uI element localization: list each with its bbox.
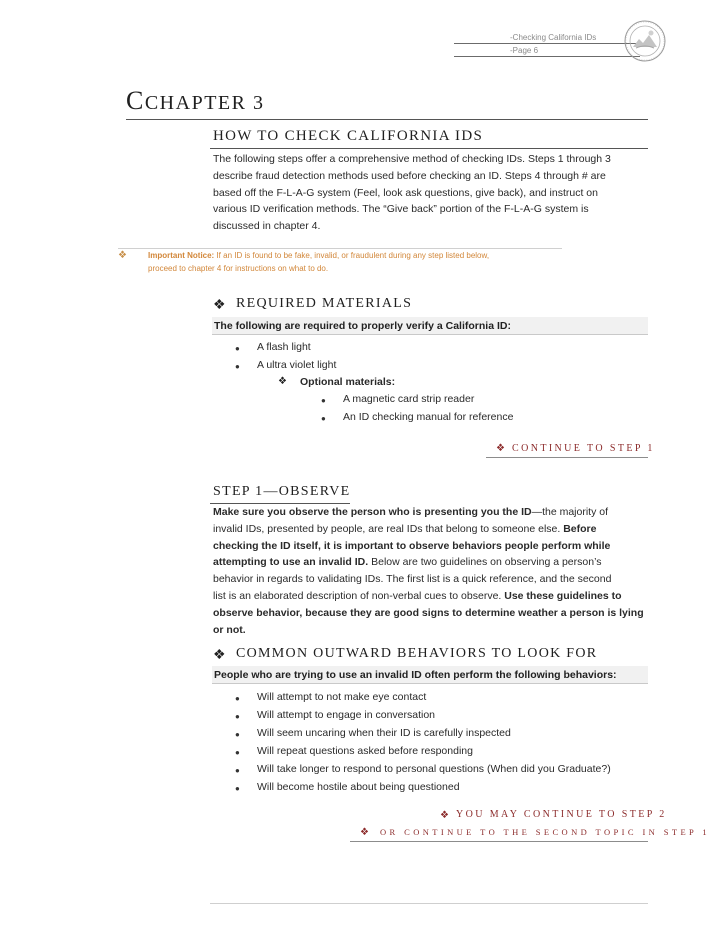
section-rule: [210, 148, 648, 149]
optional-item: An ID checking manual for reference: [343, 411, 514, 423]
continue-diamond-icon: ❖: [496, 443, 505, 454]
behavior-item: Will repeat questions asked before responding: [257, 745, 473, 757]
notice-label: Important Notice:: [148, 251, 215, 260]
intro-line: discussed in chapter 4.: [213, 220, 321, 233]
step1-text-run: list is an elaborated description of non-verbal cues to observe.: [213, 589, 505, 602]
required-subtitle: The following are required to properly verify a California ID:: [214, 320, 511, 332]
state-seal-icon: [624, 20, 666, 62]
list-bullet-icon: ●: [321, 414, 326, 423]
step1-bold-run: checking the ID itself, it is important to observe behaviors people perform while: [213, 539, 611, 552]
important-notice: [148, 250, 588, 275]
behaviors-subtitle: People who are trying to use an invalid ID often perform the following behaviors:: [214, 669, 617, 681]
step1-line: [213, 504, 649, 521]
intro-paragraph: [213, 151, 643, 235]
section-title: HOW TO CHECK CALIFORNIA IDS: [213, 128, 484, 144]
optional-item: A magnetic card strip reader: [343, 393, 475, 405]
step1-paragraph: [213, 504, 649, 638]
chapter-title: CCHAPTER 3: [126, 86, 265, 115]
list-bullet-icon: ●: [235, 730, 240, 739]
step1-bold-run: Make sure you observe the person who is presenting you the ID: [213, 506, 532, 518]
footer-rule: [210, 903, 648, 904]
required-item: A ultra violet light: [257, 359, 337, 371]
step1-title: STEP 1—OBSERVE: [213, 484, 351, 499]
behaviors-diamond-icon: ❖: [213, 646, 226, 662]
step1-bold-run: Use these guidelines to: [504, 589, 622, 602]
notice-line-1: If an ID is found to be fake, invalid, or fraudulent during any step listed below,: [214, 251, 490, 260]
step1-line: [213, 521, 649, 538]
behavior-item: Will seem uncaring when their ID is carefully inspected: [257, 727, 511, 739]
behavior-item: Will attempt to engage in conversation: [257, 709, 436, 721]
continue2-rule: [350, 841, 648, 842]
chapter-rule: [126, 119, 648, 120]
step1-bold-run: Before: [563, 522, 597, 535]
step1-text-run: —the majority of: [531, 506, 609, 518]
required-title: REQUIRED MATERIALS: [236, 296, 413, 311]
intro-line: based off the F-L-A-G system (Feel, look ask questions, give back), and instruct on: [213, 186, 598, 199]
step1-bold-run: or not.: [213, 623, 246, 636]
continue-step1-link[interactable]: CONTINUE TO STEP 1: [512, 443, 655, 454]
header-doc-title: -Checking California IDs: [510, 33, 597, 42]
optional-label: Optional materials:: [300, 376, 396, 388]
behavior-item: Will take longer to respond to personal questions (When did you Graduate?): [257, 763, 611, 775]
behaviors-subtitle-bar: [212, 666, 648, 684]
required-item: A flash light: [257, 341, 311, 353]
continue-second-topic-link[interactable]: OR CONTINUE TO THE SECOND TOPIC IN STEP 1: [380, 827, 711, 837]
step1-bold-run: observe behavior, because they are good signs to determine weather a person is lying: [213, 606, 644, 619]
continue-topic-diamond-icon: ❖: [360, 827, 369, 838]
list-bullet-icon: ●: [321, 396, 326, 405]
behavior-item: Will become hostile about being questioned: [257, 781, 460, 793]
intro-line: The following steps offer a comprehensive method of checking IDs. Steps 1 through 3: [213, 153, 611, 165]
list-bullet-icon: ●: [235, 344, 240, 353]
step1-line: [213, 538, 649, 555]
step1-text-run: invalid IDs, presented by people, are real IDs that belong to someone else.: [213, 522, 564, 535]
list-bullet-icon: ●: [235, 712, 240, 721]
chapter-title-text: CHAPTER 3: [144, 92, 265, 114]
list-bullet-icon: ●: [235, 694, 240, 703]
list-bullet-icon: ●: [235, 784, 240, 793]
behaviors-title: COMMON OUTWARD BEHAVIORS TO LOOK FOR: [236, 646, 598, 661]
header-rule-top: [454, 43, 640, 44]
continue-step2-link[interactable]: YOU MAY CONTINUE TO STEP 2: [456, 809, 667, 820]
continue-rule: [486, 457, 648, 458]
step1-line: [213, 571, 649, 588]
list-bullet-icon: ●: [235, 766, 240, 775]
list-bullet-icon: ●: [235, 362, 240, 371]
list-bullet-icon: ●: [235, 748, 240, 757]
step1-line: [213, 622, 649, 639]
step1-line: [213, 554, 649, 571]
step1-text-run: behavior in regards to validating IDs. The first list is a quick reference, and the second: [213, 573, 612, 586]
step1-line: [213, 605, 649, 622]
intro-line: describe fraud detection methods used before checking an ID. Steps 4 through # are: [213, 169, 606, 182]
intro-line: various ID verification methods. The “Give back” portion of the F-L-A-G system is: [213, 203, 589, 216]
header-page-label: -Page 6: [510, 46, 539, 55]
header-rule-bottom: [454, 56, 640, 57]
required-subtitle-bar: [212, 317, 648, 335]
step1-line: [213, 588, 649, 605]
notice-line-2: proceed to chapter 4 for instructions on what to do.: [148, 263, 329, 273]
notice-diamond-icon: ❖: [118, 250, 127, 261]
optional-diamond-icon: ❖: [278, 376, 287, 387]
continue2-diamond-icon: ❖: [440, 810, 449, 821]
notice-rule: [118, 248, 562, 249]
step1-bold-run: attempting to use an invalid ID.: [213, 556, 369, 569]
behavior-item: Will attempt to not make eye contact: [257, 691, 427, 703]
step1-text-run: Below are two guidelines on observing a person’s: [368, 556, 602, 569]
required-diamond-icon: ❖: [213, 296, 226, 312]
